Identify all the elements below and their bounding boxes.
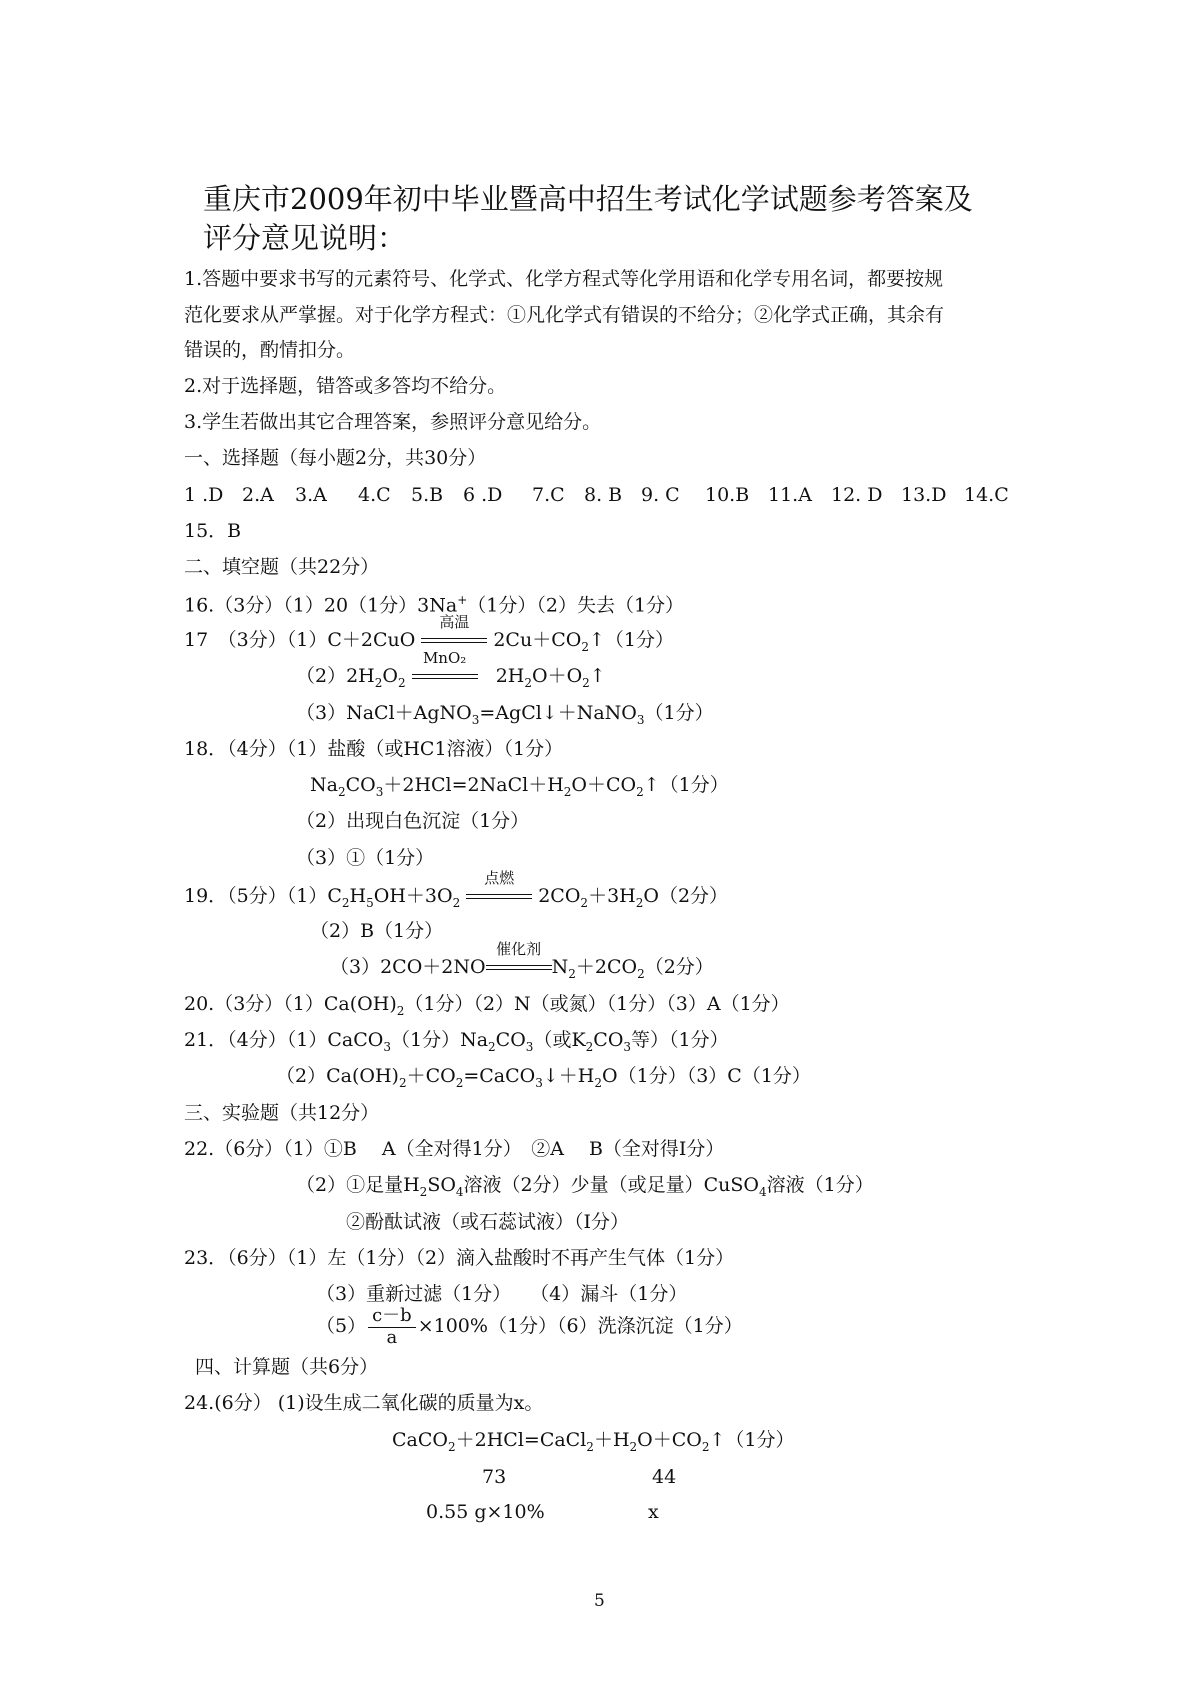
answer-item: 8. B [584,484,623,506]
answer-item-15: 15．B [184,520,242,542]
note-1-cont2: 错误的，酌情扣分。 [184,339,356,361]
q23-answer-1: 23．（6分）（1）左（1分）（2）滴入盐酸时不再产生气体（1分） [184,1247,735,1269]
answer-item: 7.C [532,484,565,506]
answer-item: 6 .D [463,484,503,506]
q19-answer-2: （2）B（1分） [310,920,444,942]
answer-item: 10.B [705,484,750,506]
q22-answer-2: （2）①足量$H_2SO_4$溶液（2分）少量（或足量）CuSO$_4$溶液（1分） [296,1174,874,1199]
q18-equation: $Na_2CO_3+2HCl=2NaCl+H_2O+CO_2↑(1$分） [310,774,729,799]
q24-equation: $CaCO_2+2HCl=CaCl_2+H_2O+CO_2↑(1$分） [392,1429,795,1454]
reaction-condition: 高温 [421,635,487,647]
q17-answer-1: 17 （3分）（1）C＋2CuO 高温 $2Cu+CO_2↑(1$分） [184,613,674,654]
q24-answer: 24.(6分） (1)设生成二氧化碳的质量为x。 [184,1392,544,1414]
calc-unknown-x: x [648,1501,659,1523]
q16-answer: 16.（3分）（1）20（1分）3Na+（1分）（2）失去（1分） [184,593,685,617]
section-heading-fill: 二、填空题（共22分） [184,556,380,578]
calc-mass-hcl: 73 [482,1466,507,1488]
q21-answer-1: 21．（4分）（1）CaCO$_3$（1分）$Na_2CO_3$（或$K_2CO_3$等）（1分） [184,1029,729,1054]
reaction-condition: MnO₂ [412,671,478,683]
answer-item: 2.A [242,484,274,506]
answer-item: 9. C [641,484,680,506]
reaction-condition: 催化剂 [486,962,552,974]
answer-item: 11.A [768,484,812,506]
answer-item: 4.C [358,484,391,506]
calc-given-value: 0.55 g×10% [426,1501,545,1523]
calc-mass-co2: 44 [652,1466,677,1488]
page-title: 重庆市2009年初中毕业暨高中招生考试化学试题参考答案及 [203,182,973,216]
answer-item: 1 .D [184,484,224,506]
fraction: $\frac{c-b}{a}$ [368,1306,416,1348]
answer-item: 13.D [901,484,947,506]
q17-answer-2: $(2)2H_2O_2$ MnO₂ $2H_2O+O_2↑$ [296,649,606,690]
answer-item: 3.A [295,484,327,506]
q18-answer-2: （2）出现白色沉淀（1分） [296,810,530,832]
q23-answer-2: （3）重新过滤（1分） （4）漏斗（1分） [316,1283,688,1305]
answer-item: 5.B [411,484,444,506]
section-heading-experiment: 三、实验题（共12分） [184,1102,380,1124]
q22-answer-3: ②酚酞试液（或石蕊试液）（I分） [346,1211,630,1233]
q17-answer-3: （3）NaCl＋AgNO$_3$=AgCl↓＋NaNO$_3$（1分） [296,702,714,727]
q19-answer-3: （3）2CO＋2NO 催化剂 $N_2+2CO_2(2$分） [330,940,714,981]
q18-answer-3: （3）①（1分） [296,847,435,869]
q18-answer-1: 18．（4分）（1）盐酸（或HC1溶液）（1分） [184,738,564,760]
page-number: 5 [594,1591,605,1611]
answer-item: 14.C [964,484,1009,506]
section-heading-calc: 四、计算题（共6分） [195,1356,379,1378]
q20-answer: 20.（3分）$(1)Ca(OH)_2(1$分）（2）N（或氮）（1分）（3）A（1分） [184,993,790,1018]
q22-answer-1: 22.（6分）（1）①B A（全对得1分） ②A B（全对得I分） [184,1138,725,1160]
reaction-condition: 点燃 [466,891,532,903]
page-title-line2: 评分意见说明： [203,221,407,255]
note-1: 1.答题中要求书写的元素符号、化学式、化学方程式等化学用语和化学专用名词，都要按规 [184,268,944,290]
note-3: 3.学生若做出其它合理答案，参照评分意见给分。 [184,411,602,433]
section-heading-choice: 一、选择题（每小题2分，共30分） [184,447,487,469]
q21-answer-2: $(2)Ca(OH)_2+CO_2=CaCO_3↓+H_2O(1$分）（3）C（1分） [276,1065,811,1090]
q23-answer-3: （5） $\frac{c-b}{a}$ ×100%（1分）（6）洗涤沉淀（1分） [316,1305,743,1348]
q19-answer-1: 19．（5分）$(1)C_2H_5OH+3O_2$ 点燃 $2CO_2+3H_2O(2$分） [184,869,729,910]
note-2: 2.对于选择题，错答或多答均不给分。 [184,375,507,397]
note-1-cont: 范化要求从严掌握。对于化学方程式：①凡化学式有错误的不给分；②化学式正确，其余有 [184,304,945,326]
answer-item: 12. D [831,484,883,506]
